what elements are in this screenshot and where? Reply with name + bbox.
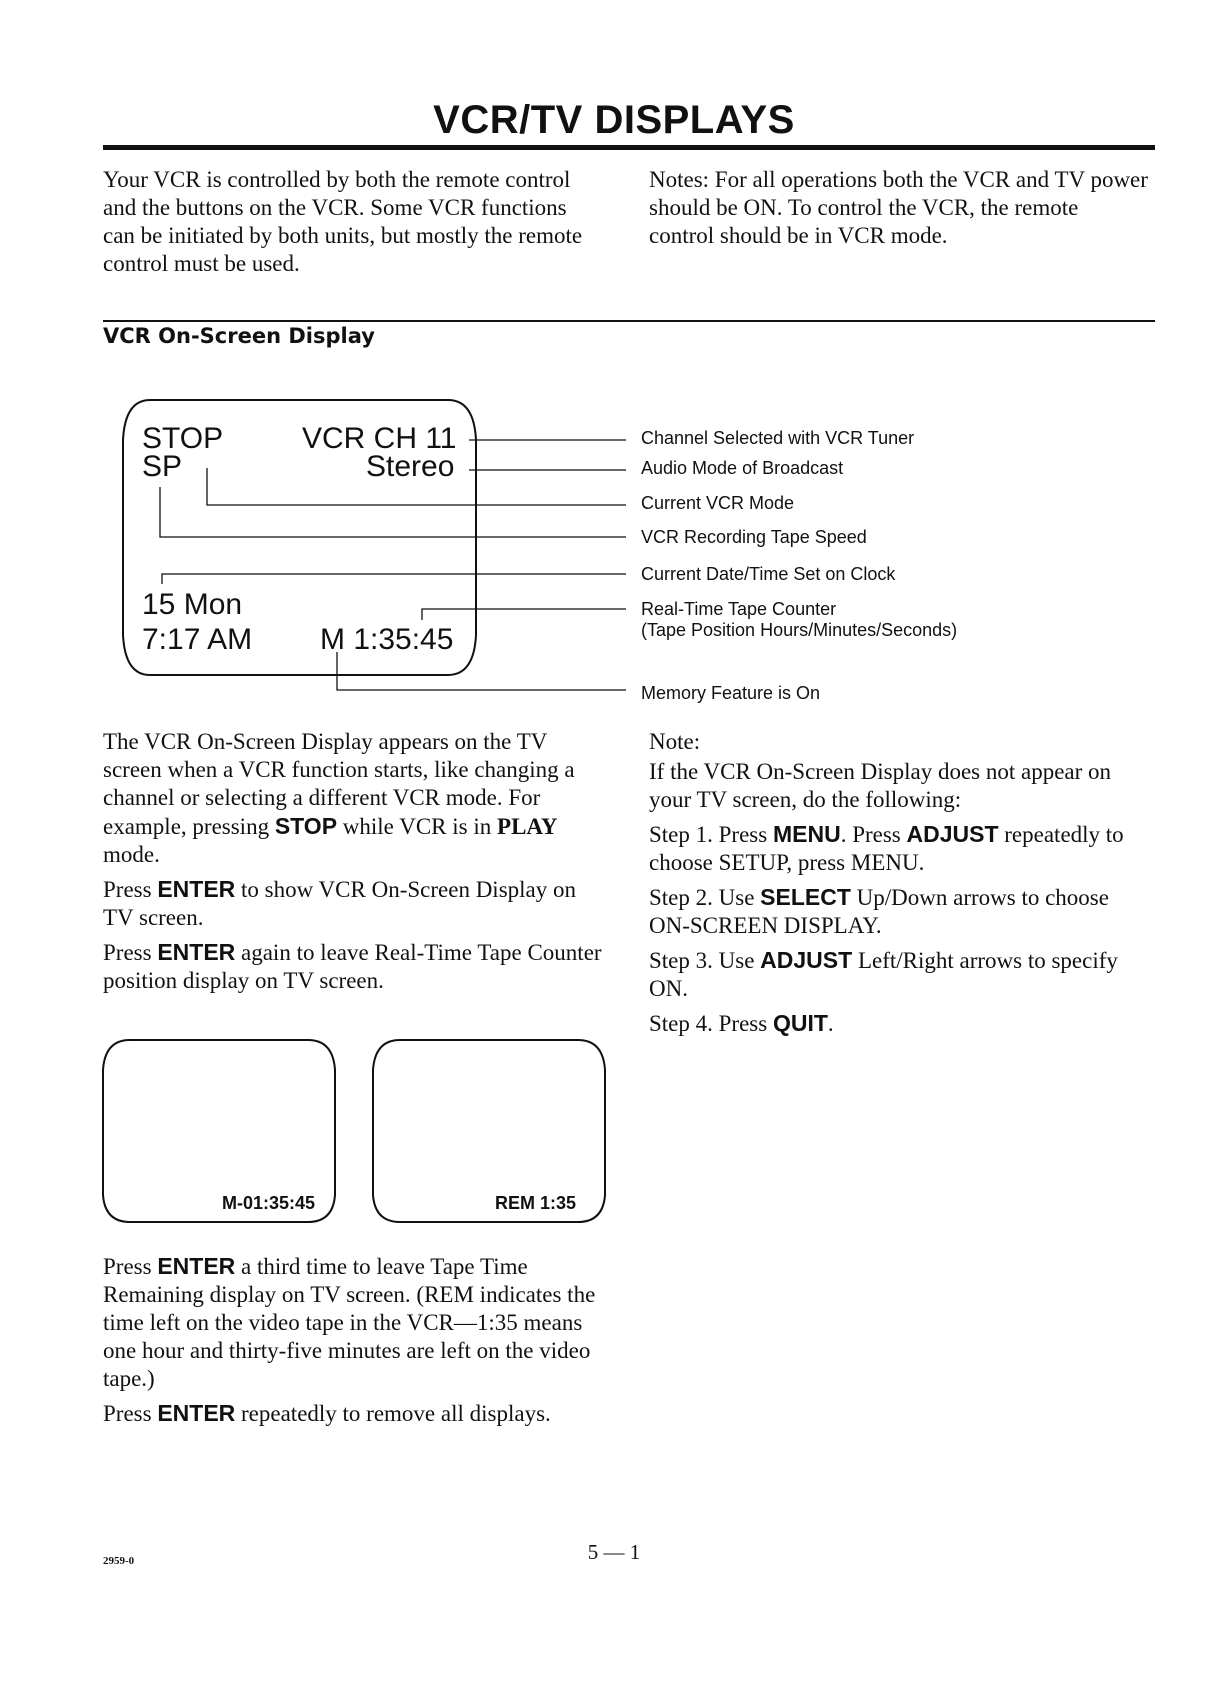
right-note — [649, 728, 1154, 1044]
note-step-4: Step 4. Press QUIT. — [649, 1010, 834, 1036]
left-body — [103, 728, 608, 1001]
page-number: 5 — 1 — [587, 1540, 641, 1564]
para-enter-remaining: Press ENTER a third time to leave Tape Time Remaining display on TV screen. (REM indicates the time left on the video tape in the VCR—1:35 means one hour and thirty-five minutes are left on the video tape.) — [103, 1253, 596, 1391]
screen-counter-label: M-01:35:45 — [222, 1193, 316, 1213]
callout-speed: VCR Recording Tape Speed — [641, 527, 867, 547]
callout-channel: Channel Selected with VCR Tuner — [641, 428, 915, 448]
para-enter-remove: Press ENTER repeatedly to remove all displays. — [103, 1400, 551, 1426]
screen-remaining-label: REM 1:35 — [495, 1193, 577, 1213]
note-intro: If the VCR On-Screen Display does not appear on your TV screen, do the following: — [649, 759, 1112, 812]
osd-time: 7:17 AM — [142, 623, 253, 656]
intro-left: Your VCR is controlled by both the remote control and the buttons on the VCR. Some VCR functions can be initiated by both units, but mostly the remote control must be used. — [103, 167, 583, 276]
intro-right: Notes: For all operations both the VCR and TV power should be ON. To control the VCR, the remote control should be in VCR mode. — [649, 167, 1148, 248]
note-step-3: Step 3. Use ADJUST Left/Right arrows to specify ON. — [649, 947, 1118, 1001]
doc-code: 2959-0 — [103, 1555, 135, 1567]
para-enter-show: Press ENTER to show VCR On-Screen Display on TV screen. — [103, 876, 576, 930]
callout-clock: Current Date/Time Set on Clock — [641, 564, 896, 584]
osd-date: 15 Mon — [142, 588, 243, 621]
section-heading: VCR On-Screen Display — [103, 324, 375, 348]
osd-channel: VCR CH 11 — [302, 422, 457, 455]
callout-mode: Current VCR Mode — [641, 493, 795, 513]
note-heading: Note: — [649, 729, 701, 754]
leader-memory — [337, 652, 626, 690]
callout-audio: Audio Mode of Broadcast — [641, 458, 844, 478]
callout-counter: Real-Time Tape Counter — [641, 599, 837, 619]
para-osd-appears: The VCR On-Screen Display appears on the TV screen when a VCR function starts, like changing a channel or selecting a different VCR mode. For example, pressing STOP while VCR is in PLAY mode. — [103, 729, 575, 867]
page-title: VCR/TV DISPLAYS — [433, 98, 795, 142]
osd-speed: SP — [142, 450, 183, 483]
osd-mode: STOP — [142, 422, 224, 455]
leader-speed — [160, 487, 626, 537]
osd-audio: Stereo — [366, 450, 455, 483]
callout-memory: Memory Feature is On — [641, 683, 821, 703]
para-enter-counter: Press ENTER again to leave Real-Time Tape Counter position display on TV screen. — [103, 939, 602, 993]
leader-counter — [422, 609, 626, 620]
osd-counter: M 1:35:45 — [320, 623, 454, 656]
left-body-lower — [103, 1252, 608, 1434]
note-step-2: Step 2. Use SELECT Up/Down arrows to choose ON-SCREEN DISPLAY. — [649, 884, 1109, 938]
note-step-1: Step 1. Press MENU. Press ADJUST repeatedly to choose SETUP, press MENU. — [649, 821, 1124, 875]
callout-counter-detail: (Tape Position Hours/Minutes/Seconds) — [641, 620, 958, 640]
leader-clock — [162, 574, 626, 584]
